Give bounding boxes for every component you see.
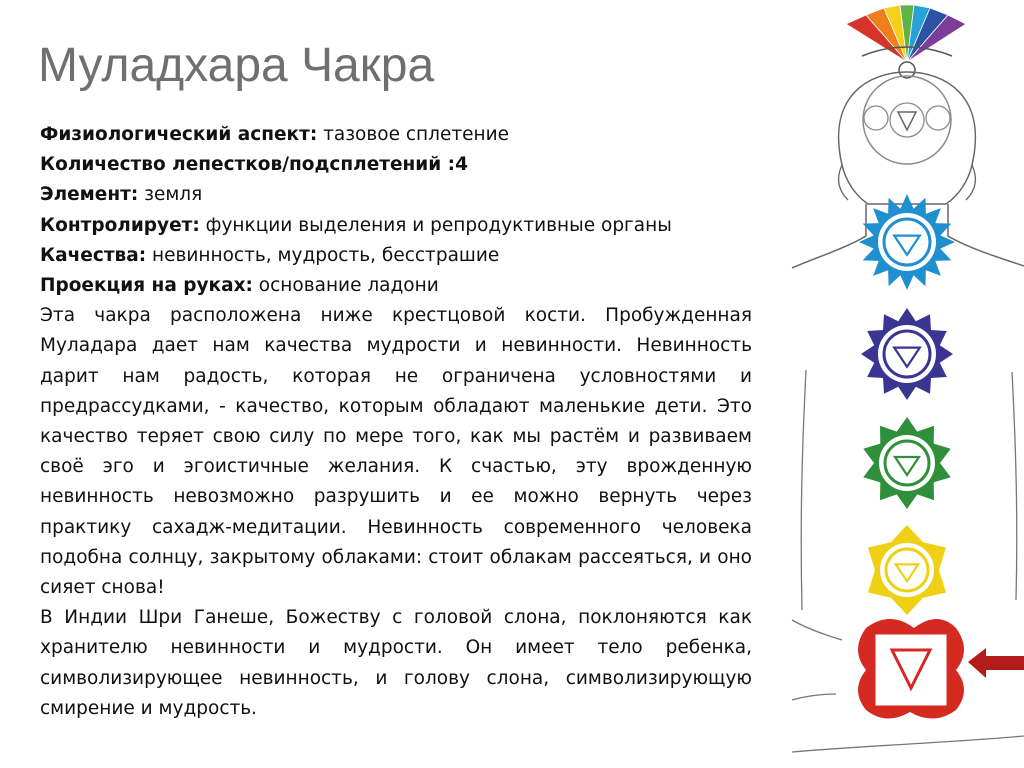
fact-physiology: [40, 120, 752, 150]
head-outline: [839, 72, 976, 204]
muladhara-chakra-icon: [858, 619, 1024, 719]
fact-controls: [40, 211, 752, 241]
fact-petals: [40, 150, 752, 180]
fact-label: Проекция на руках:: [40, 275, 253, 297]
fact-label: Элемент:: [40, 184, 139, 206]
swadisthan-chakra-icon: [868, 525, 946, 615]
paragraph-description: Эта чакра расположена ниже крестцовой кости. Пробужденная Муладара дает нам качества мудрости и невинности. Невинность дарит нам радость, которая не ограничена условностями и предрассудками, - качество, которым обладают маленькие дети. Это качество теряет свою силу по мере того, как мы растём и развиваем своё эго и эгоистичные желания. К счастью, эту врожденную невинность невозможно разрушить и ее можно вернуть через практику сахадж-медитации. Невинность современного человека подобна солнцу, закрытому облаками: стоит облакам рассеяться, и оно сияет снова!: [40, 305, 752, 599]
chakra-body-diagram-icon: [790, 0, 1024, 768]
fact-value: функции выделения и репродуктивные органы: [199, 214, 672, 236]
sahasrara-icon: [846, 5, 966, 78]
fact-element: [40, 180, 752, 210]
fact-label: Количество лепестков/подсплетений :4: [40, 154, 468, 176]
fact-qualities: [40, 241, 752, 271]
anahata-chakra-icon: [861, 308, 953, 400]
fact-value: тазовое сплетение: [317, 124, 509, 145]
fact-label: Качества:: [40, 244, 147, 266]
pointer-arrow-icon: [968, 648, 1024, 678]
ajna-chakra-icon: [863, 76, 951, 164]
fact-label: Контролирует:: [40, 214, 200, 236]
fact-value: земля: [138, 184, 203, 206]
paragraph-ganesha: В Индии Шри Ганеше, Божеству с головой слона, поклоняются как хранителю невинности и мудрости. Он имеет тело ребенка, символизирующее невинность, и голову слона, символизирующую смирение и мудрость.: [40, 607, 752, 719]
vishuddhi-chakra-icon: [859, 194, 955, 290]
fact-hand-projection: [40, 271, 752, 301]
fact-value: основание ладони: [252, 275, 439, 297]
content-block: [40, 120, 752, 724]
fact-label: Физиологический аспект:: [40, 124, 318, 145]
page-title: Муладхара Чакра: [38, 39, 435, 92]
fact-value: невинность, мудрость, бесстрашие: [146, 244, 500, 266]
nabhi-chakra-icon: [863, 417, 950, 509]
